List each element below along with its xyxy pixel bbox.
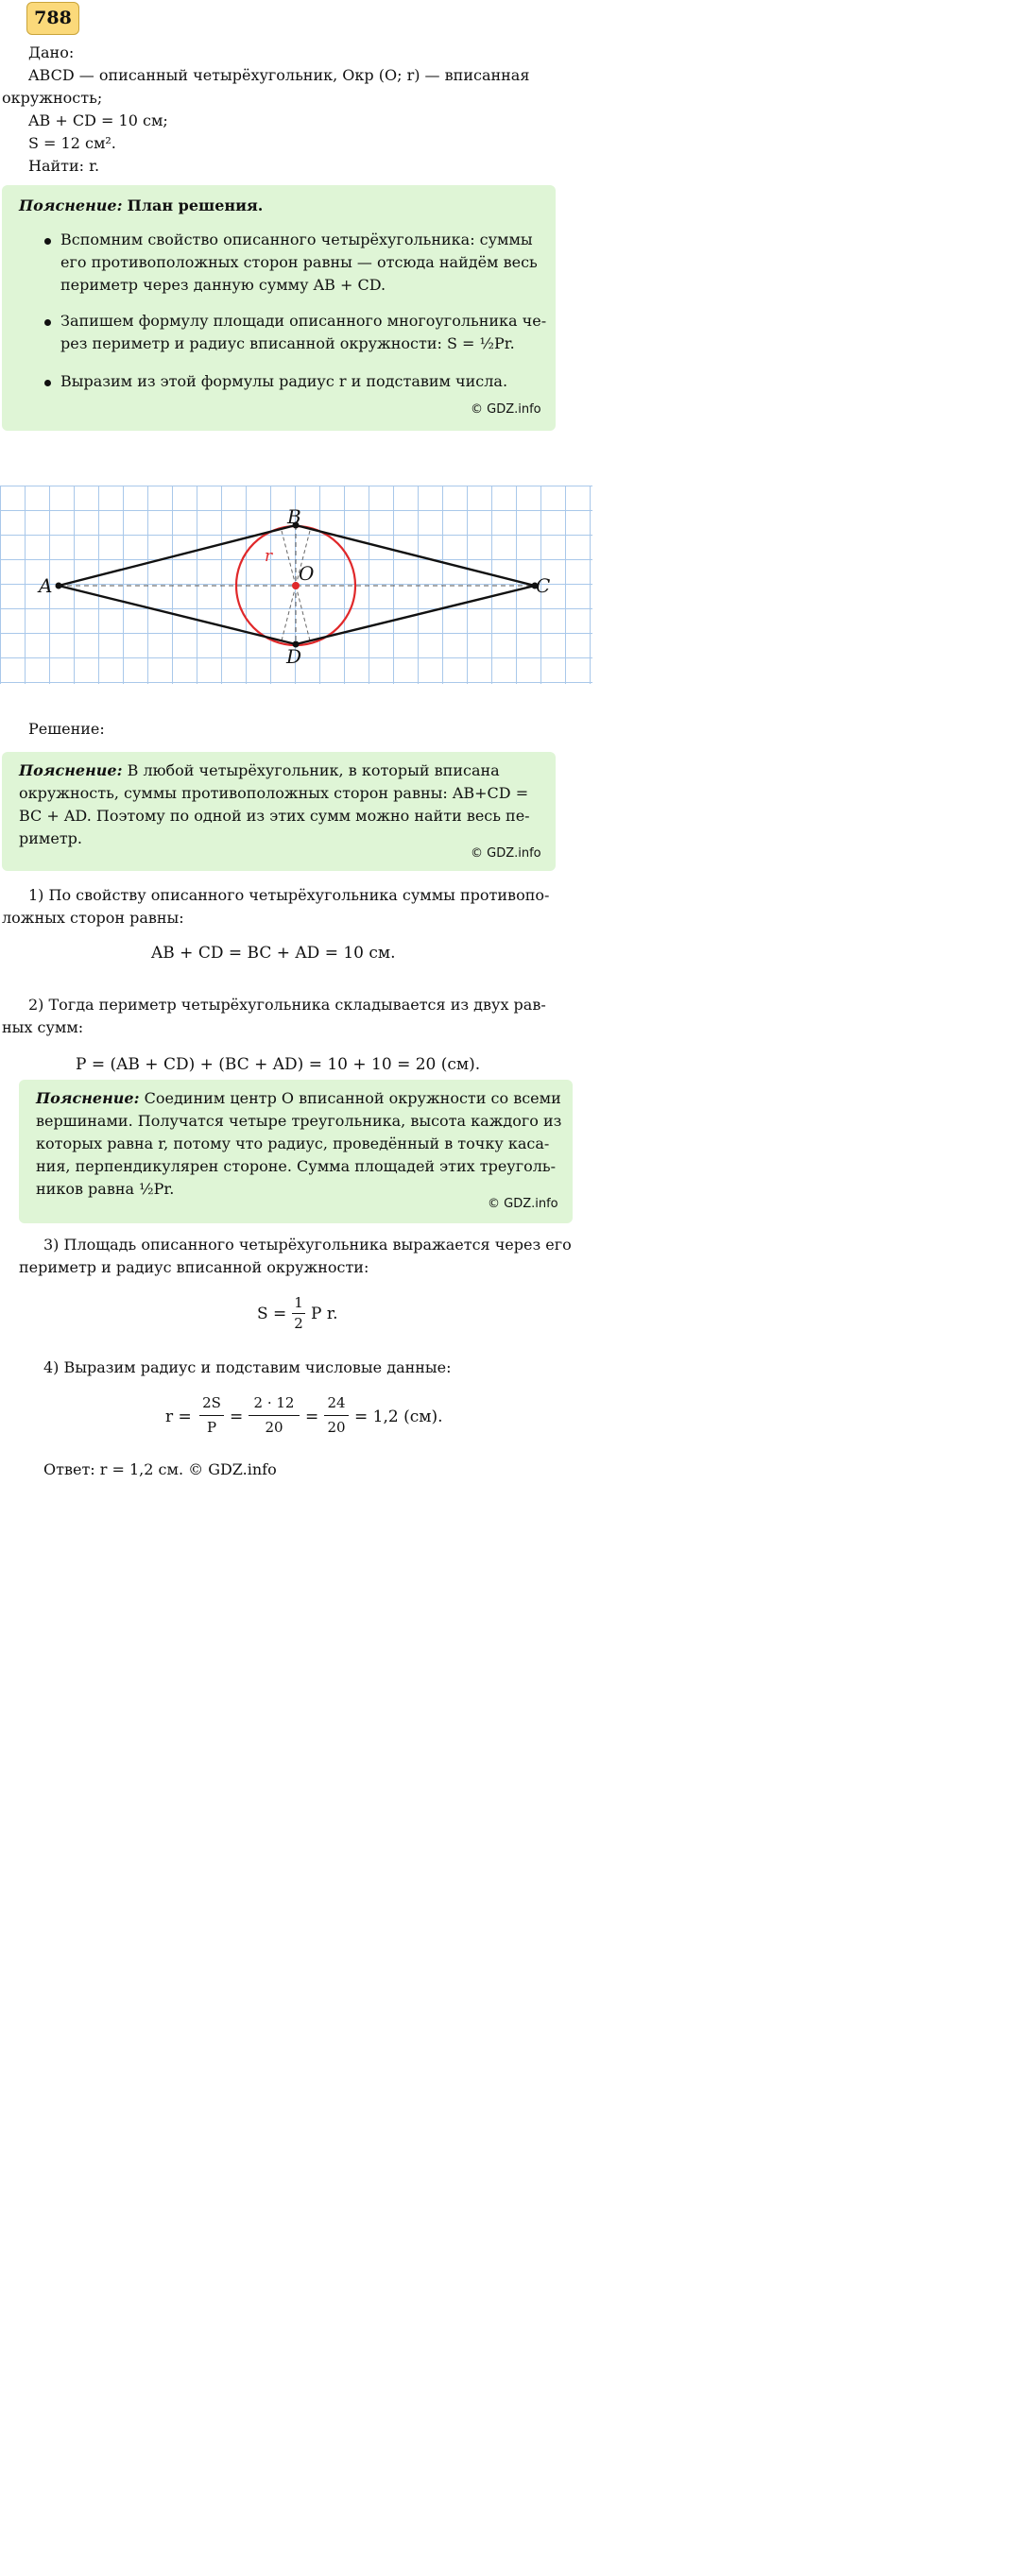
box2-line-1	[19, 759, 500, 782]
label-r: r	[265, 547, 273, 566]
bullet-icon	[44, 319, 51, 326]
box2-line-2: окружность, суммы противоположных сторон равны: AB+CD =	[19, 784, 529, 802]
problem-number-badge: 788	[26, 2, 79, 35]
step3-line-2: периметр и радиус вписанной окружности:	[19, 1258, 369, 1276]
label-c: C	[536, 574, 551, 597]
box3-heading: Пояснение:	[36, 1089, 140, 1107]
step3-frac-den: 2	[294, 1315, 303, 1332]
step2-line-1: 2) Тогда периметр четырёхугольника складывается из двух рав-	[28, 996, 546, 1014]
plan-bullet-2-line-1: Запишем формулу площади описанного многоугольника че-	[60, 312, 547, 330]
box3-line-1-text: Соединим центр O вписанной окружности со всеми	[144, 1089, 561, 1107]
plan-bullet-3: Выразим из этой формулы радиус r и подставим числа.	[60, 372, 508, 390]
step3-formula-left: S =	[257, 1305, 287, 1323]
label-o: O	[299, 562, 315, 585]
fraction-bar	[199, 1415, 224, 1416]
label-d: D	[286, 645, 302, 668]
radius-dash	[281, 527, 296, 586]
step4-f2-den: 20	[265, 1419, 283, 1436]
box3-line-1	[36, 1087, 561, 1110]
fraction-bar	[292, 1313, 305, 1314]
given-line-2: AB + CD = 10 см;	[28, 111, 168, 129]
fraction-bar	[249, 1415, 300, 1416]
plan-bullet-1-line-1: Вспомним свойство описанного четырёхугольника: суммы	[60, 230, 533, 248]
plan-heading-italic: Пояснение:	[19, 196, 123, 214]
step4-f3-num: 24	[327, 1394, 346, 1411]
plan-bullet-2-line-2: рез периметр и радиус вписанной окружности: S = ½Pr.	[60, 334, 515, 352]
explanation-box-3	[19, 1080, 573, 1223]
step4-eq-2: =	[305, 1407, 319, 1426]
label-b: B	[287, 505, 301, 528]
given-label: Дано:	[28, 43, 75, 61]
given-line-1b: окружность;	[2, 89, 103, 107]
plan-heading-bold: План решения.	[127, 196, 264, 214]
given-line-4: Найти: r.	[28, 157, 100, 175]
plan-bullet-1-line-3: периметр через данную сумму AB + CD.	[60, 276, 386, 294]
step1-formula: AB + CD = BC + AD = 10 см.	[151, 944, 396, 963]
step4-r-eq: r =	[165, 1407, 192, 1426]
box3-line-4: ния, перпендикулярен стороне. Сумма площадей этих треуголь-	[36, 1157, 557, 1175]
step4-f2-num: 2 · 12	[253, 1394, 295, 1411]
box3-copyright: © GDZ.info	[488, 1197, 558, 1211]
step3-formula-right: P r.	[311, 1305, 338, 1323]
given-line-1: ABCD — описанный четырёхугольник, Окр (O; r) — вписанная	[28, 66, 530, 84]
radius-dash	[296, 586, 311, 644]
answer: Ответ: r = 1,2 см. © GDZ.info	[43, 1460, 277, 1478]
step4-f3-den: 20	[327, 1419, 346, 1436]
explanation-box-2	[2, 752, 556, 871]
box2-line-4: риметр.	[19, 829, 82, 847]
plan-bullet-1-line-2: его противоположных сторон равны — отсюда найдём весь	[60, 253, 538, 271]
step4-f1-num: 2S	[202, 1394, 221, 1411]
bullet-icon	[44, 238, 51, 245]
solution-label: Решение:	[28, 720, 105, 738]
step4-line: 4) Выразим радиус и подставим числовые данные:	[43, 1358, 452, 1376]
vertex-a	[56, 583, 62, 589]
step3-line-1: 3) Площадь описанного четырёхугольника выражается через его	[43, 1236, 572, 1254]
box2-copyright: © GDZ.info	[471, 846, 541, 861]
step3-frac-num: 1	[294, 1294, 303, 1311]
step2-line-2: ных сумм:	[2, 1018, 84, 1036]
radius-dash	[281, 586, 296, 644]
plan-explanation-box	[2, 185, 556, 431]
box2-heading: Пояснение:	[19, 761, 123, 779]
plan-copyright: © GDZ.info	[471, 402, 541, 417]
box2-line-3: BC + AD. Поэтому по одной из этих сумм можно найти весь пе-	[19, 807, 530, 825]
step4-result: = 1,2 (см).	[354, 1407, 443, 1426]
step2-formula: P = (AB + CD) + (BC + AD) = 10 + 10 = 20 (см).	[76, 1055, 481, 1074]
quadrilateral-figure	[0, 486, 592, 684]
bullet-icon	[44, 380, 51, 386]
fraction-bar	[324, 1415, 349, 1416]
box3-line-2: вершинами. Получатся четыре треугольника, высота каждого из	[36, 1112, 562, 1130]
box3-line-3: которых равна r, потому что радиус, проведённый в точку каса-	[36, 1134, 550, 1152]
step1-line-1: 1) По свойству описанного четырёхугольника суммы противопо-	[28, 886, 550, 904]
given-line-3: S = 12 см².	[28, 134, 116, 152]
box2-line-1-text: В любой четырёхугольник, в который вписана	[127, 761, 500, 779]
step4-f1-den: P	[206, 1419, 217, 1436]
step4-formula	[165, 1394, 449, 1440]
step4-eq-1: =	[230, 1407, 244, 1426]
box3-line-5: ников равна ½Pr.	[36, 1180, 175, 1198]
label-a: A	[39, 574, 53, 597]
plan-heading	[19, 195, 263, 217]
step1-line-2: ложных сторон равны:	[2, 909, 184, 927]
